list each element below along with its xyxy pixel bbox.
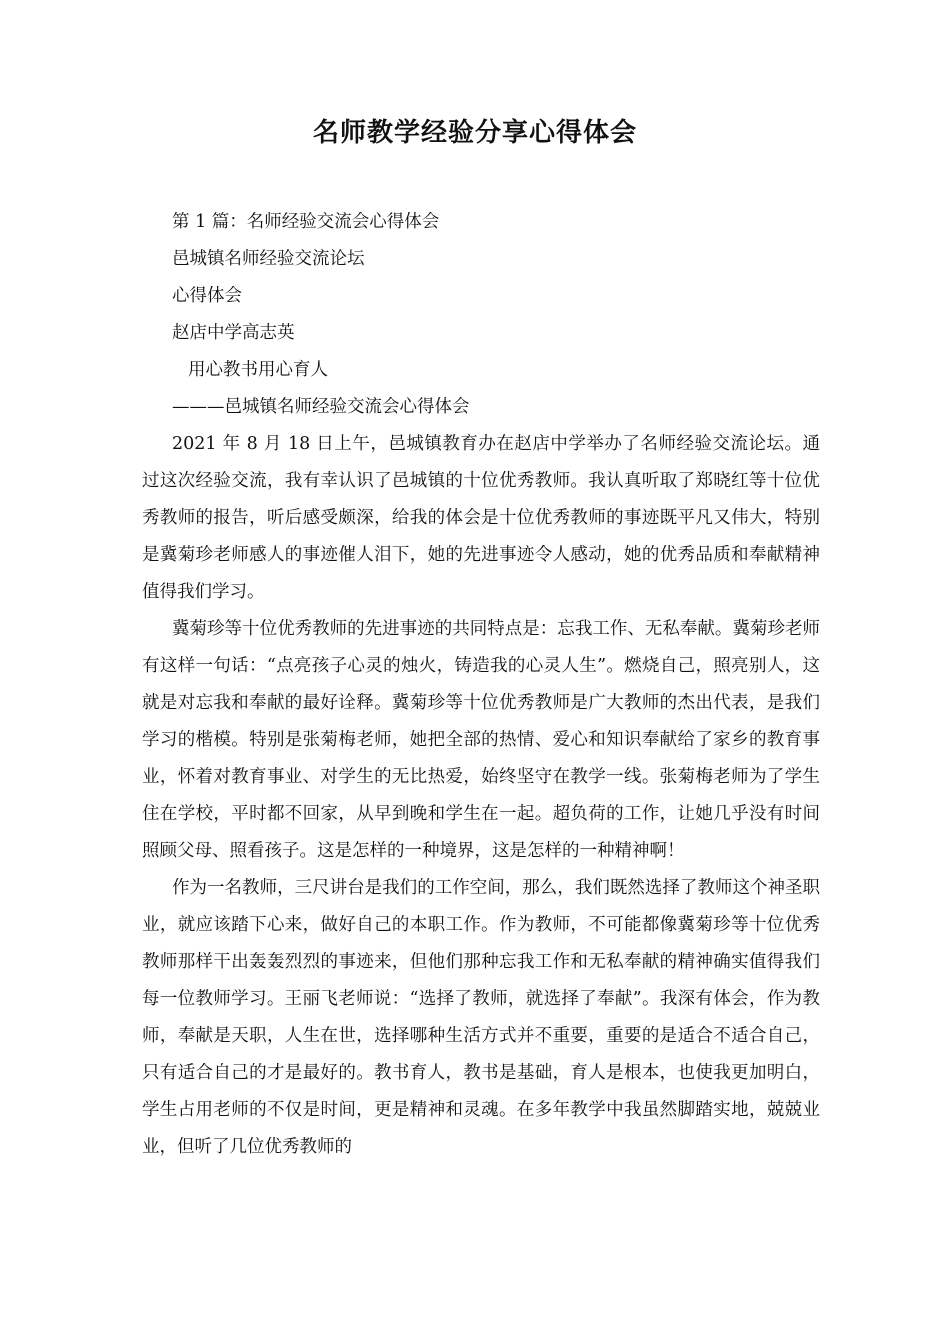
body-paragraph: 作为一名教师，三尺讲台是我们的工作空间，那么，我们既然选择了教师这个神圣职业，就应该踏下心来，做好自己的本职工作。作为教师，不可能都像冀菊珍等十位优秀教师那样干出轰轰烈烈的事迹来，但他们那种忘我工作和无私奉献的精神确实值得我们每一位教师学习。王丽飞老师说：“选择了教师，就选择了奉献”。我深有体会，作为教师，奉献是天职，人生在世，选择哪种生活方式并不重要，重要的是适合不适合自己，只有适合自己的才是最好的。教书育人，教书是基础，育人是根本，也使我更加明白，学生占用老师的不仅是时间，更是精神和灵魂。在多年教学中我虽然脚踏实地，兢兢业业，但听了几位优秀教师的 [142,878,820,1157]
document-body [142,204,820,1166]
body-paragraph: 2021 年 8 月 18 日上午，邑城镇教育办在赵店中学举办了名师经验交流论坛。通过这次经验交流，我有幸认识了邑城镇的十位优秀教师。我认真听取了郑晓红等十位优秀教师的报告，听后感受颇深，给我的体会是十位优秀教师的事迹既平凡又伟大，特别是冀菊珍老师感人的事迹催人泪下，她的先进事迹令人感动，她的优秀品质和奉献精神值得我们学习。 [142,434,820,602]
doc-type-label: 心得体会 [172,286,242,306]
forum-name: 邑城镇名师经验交流论坛 [172,249,365,269]
chapter-heading: 第 1 篇：名师经验交流会心得体会 [172,212,440,232]
document-title: 名师教学经验分享心得体会 [312,118,637,148]
essay-subtitle: 用心教书用心育人 [188,360,328,380]
essay-dash-line: ———邑城镇名师经验交流会心得体会 [172,397,470,417]
author-line: 赵店中学高志英 [172,323,295,343]
body-paragraph: 冀菊珍等十位优秀教师的先进事迹的共同特点是：忘我工作、无私奉献。冀菊珍老师有这样一句话：“点亮孩子心灵的烛火，铸造我的心灵人生”。燃烧自己，照亮别人，这就是对忘我和奉献的最好诠释。冀菊珍等十位优秀教师是广大教师的杰出代表，是我们学习的楷模。特别是张菊梅老师，她把全部的热情、爱心和知识奉献给了家乡的教育事业，怀着对教育事业、对学生的无比热爱，始终坚守在教学一线。张菊梅老师为了学生住在学校，平时都不回家，从早到晚和学生在一起。超负荷的工作，让她几乎没有时间照顾父母、照看孩子。这是怎样的一种境界，这是怎样的一种精神啊！ [142,619,820,861]
